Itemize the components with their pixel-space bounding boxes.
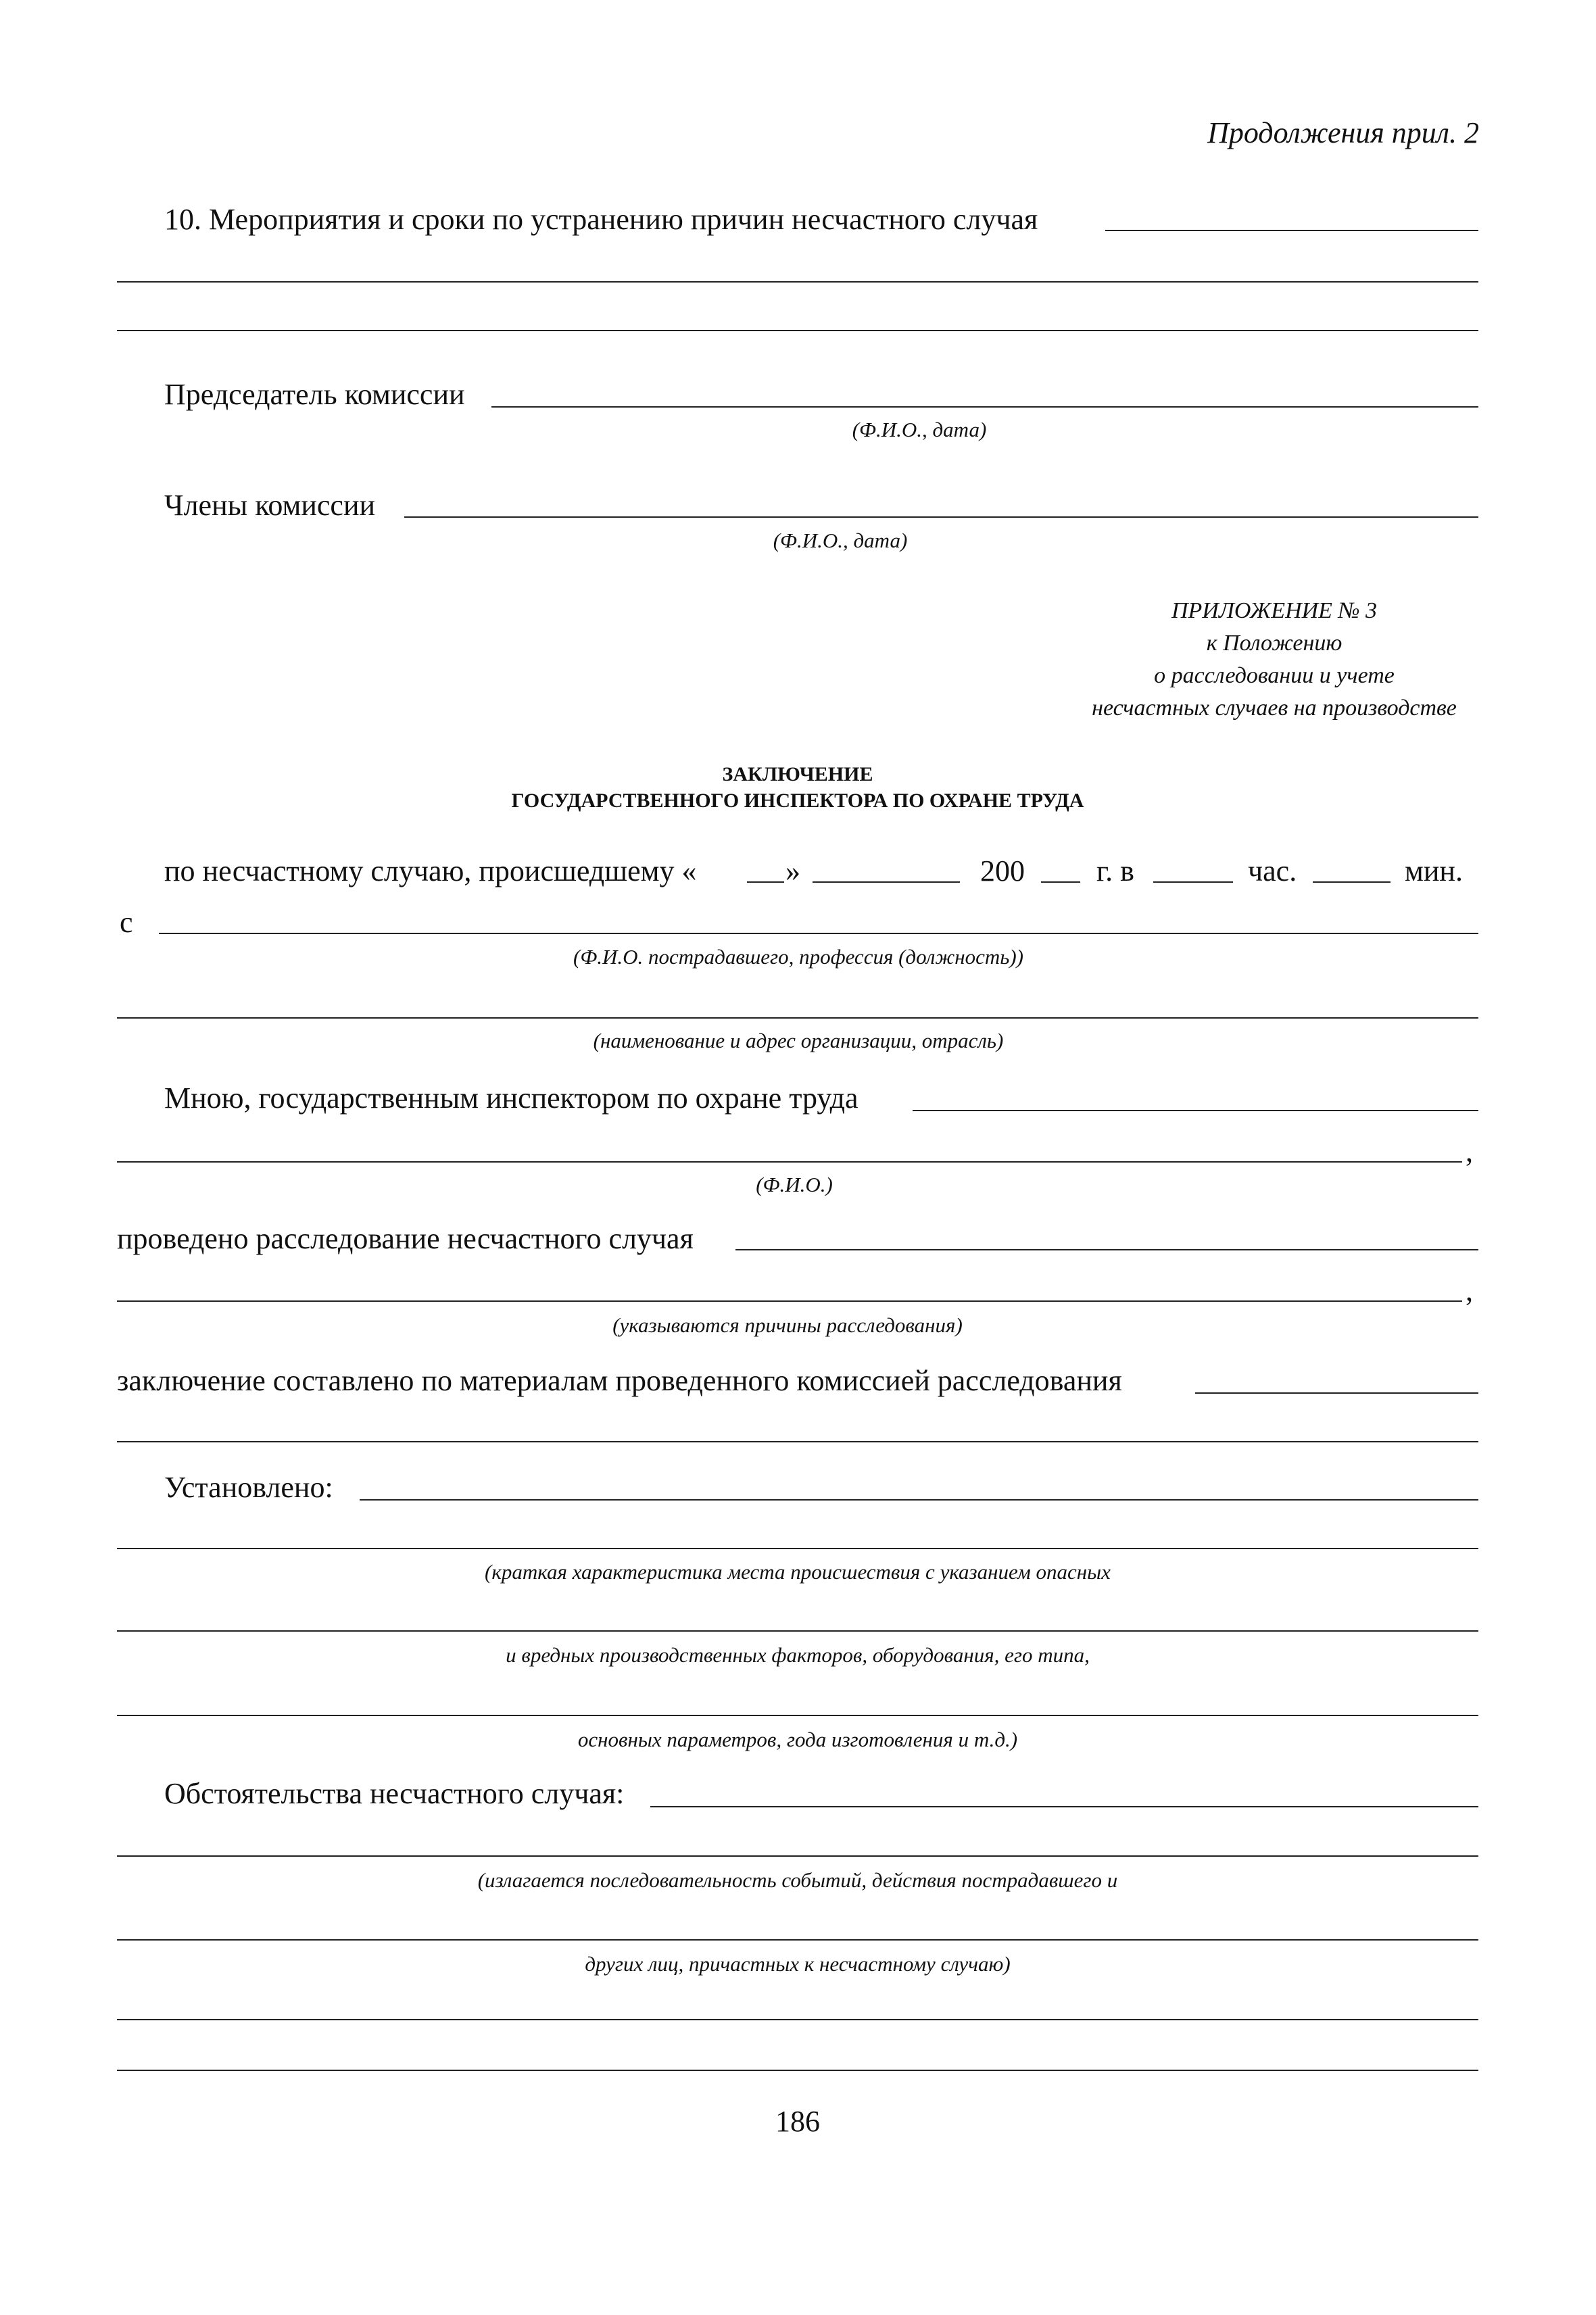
chairman-label: Председатель комиссии xyxy=(164,378,465,411)
chairman-fill-line[interactable] xyxy=(491,406,1478,408)
hours-label: час. xyxy=(1248,854,1297,887)
circumstances-fill-line-5[interactable] xyxy=(117,2070,1478,2071)
minute-fill-line[interactable] xyxy=(1313,881,1391,883)
established-label: Установлено: xyxy=(164,1471,333,1504)
year-fill-line[interactable] xyxy=(1041,881,1080,883)
inspector-fill-line-2[interactable] xyxy=(117,1161,1462,1163)
quote-close: » xyxy=(785,854,800,887)
circumstances-label: Обстоятельства несчастного случая: xyxy=(164,1777,625,1810)
established-fill-line-3[interactable] xyxy=(117,1630,1478,1632)
conducted-label: проведено расследование несчастного случая xyxy=(117,1222,694,1255)
victim-caption: (Ф.И.О. пострадавшего, профессия (должность)) xyxy=(573,945,1023,969)
minutes-label: мин. xyxy=(1405,854,1463,887)
reasons-comma: , xyxy=(1466,1274,1473,1307)
doc-subtitle: ГОСУДАРСТВЕННОГО ИНСПЕКТОРА ПО ОХРАНЕ ТРУДА xyxy=(511,789,1084,812)
circumstances-caption-1: (излагается последовательность событий, действия пострадавшего и xyxy=(477,1868,1118,1892)
org-fill-line[interactable] xyxy=(117,1017,1478,1019)
reasons-fill-line[interactable] xyxy=(117,1300,1462,1302)
members-label: Члены комиссии xyxy=(164,489,376,522)
established-fill-line[interactable] xyxy=(360,1499,1478,1501)
conclusion-fill-line-2[interactable] xyxy=(117,1441,1478,1442)
members-caption: (Ф.И.О., дата) xyxy=(773,529,908,552)
org-caption: (наименование и адрес организации, отрасль) xyxy=(593,1029,1004,1052)
day-fill-line[interactable] xyxy=(747,881,784,883)
appendix-line-2: к Положению xyxy=(1206,631,1343,656)
item-10-fill-line-3[interactable] xyxy=(117,330,1478,331)
circumstances-fill-line-4[interactable] xyxy=(117,2019,1478,2020)
chairman-caption: (Ф.И.О., дата) xyxy=(852,418,987,441)
circumstances-caption-2: других лиц, причастных к несчастному случаю) xyxy=(585,1952,1011,1976)
date-row-prefix: по несчастному случаю, происшедшему « xyxy=(164,854,697,887)
continuation-note: Продолжения прил. 2 xyxy=(1207,116,1479,149)
established-caption-2: и вредных производственных факторов, оборудования, его типа, xyxy=(506,1643,1090,1667)
item-10-fill-line-2[interactable] xyxy=(117,281,1478,283)
month-fill-line[interactable] xyxy=(813,881,960,883)
appendix-line-3: о расследовании и учете xyxy=(1154,663,1395,688)
hour-fill-line[interactable] xyxy=(1153,881,1233,883)
established-fill-line-4[interactable] xyxy=(117,1715,1478,1716)
established-fill-line-2[interactable] xyxy=(117,1548,1478,1549)
reasons-caption: (указываются причины расследования) xyxy=(612,1313,963,1337)
inspector-caption: (Ф.И.О.) xyxy=(756,1173,833,1196)
established-caption-3: основных параметров, года изготовления и т.д.) xyxy=(577,1728,1018,1751)
inspector-label: Мною, государственным инспектором по охране труда xyxy=(164,1081,859,1115)
inspector-fill-line[interactable] xyxy=(913,1110,1478,1111)
conclusion-fill-line[interactable] xyxy=(1195,1392,1478,1394)
conducted-fill-line[interactable] xyxy=(735,1249,1478,1250)
appendix-number: ПРИЛОЖЕНИЕ № 3 xyxy=(1171,598,1378,623)
year-prefix: 200 xyxy=(980,854,1025,887)
item-10-fill-line[interactable] xyxy=(1105,230,1478,231)
established-caption-1: (краткая характеристика места происшествия с указанием опасных xyxy=(485,1560,1111,1584)
with-label: с xyxy=(120,906,133,939)
circumstances-fill-line-2[interactable] xyxy=(117,1855,1478,1857)
circumstances-fill-line[interactable] xyxy=(650,1806,1478,1807)
item-10-label: 10. Мероприятия и сроки по устранению причин несчастного случая xyxy=(164,203,1038,236)
inspector-comma: , xyxy=(1466,1135,1473,1168)
page-number: 186 xyxy=(775,2105,820,2138)
victim-fill-line[interactable] xyxy=(159,933,1478,934)
circumstances-fill-line-3[interactable] xyxy=(117,1939,1478,1941)
g-v-label: г. в xyxy=(1096,854,1134,887)
appendix-line-4: несчастных случаев на производстве xyxy=(1092,696,1457,721)
conclusion-label: заключение составлено по материалам проведенного комиссией расследования xyxy=(117,1364,1122,1397)
members-fill-line[interactable] xyxy=(404,516,1478,518)
doc-title: ЗАКЛЮЧЕНИЕ xyxy=(722,763,873,785)
